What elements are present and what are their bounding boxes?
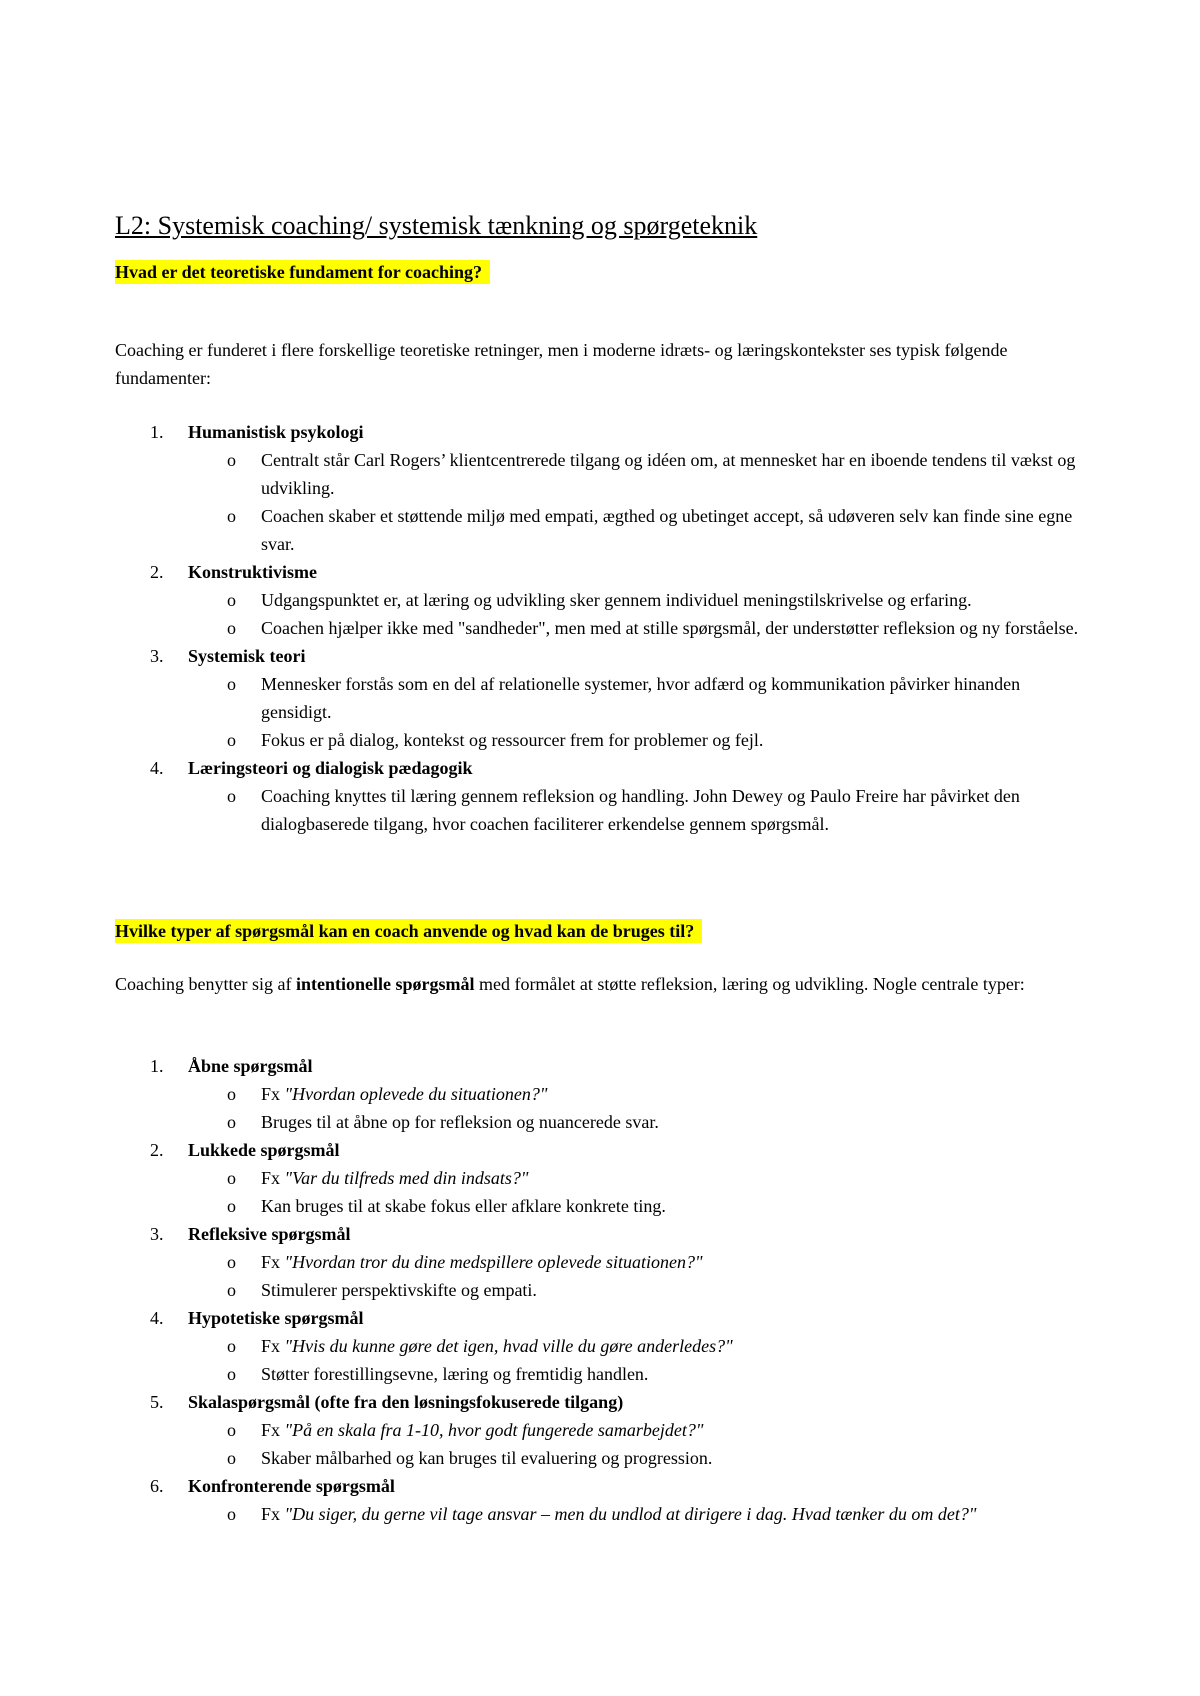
bullet-marker: o (227, 1448, 236, 1468)
section-heading-fundament (115, 258, 490, 286)
sub-item-text: Centralt står Carl Rogers’ klientcentrerede tilgang og idéen om, at mennesket har en iboende tendens til vækst og udvikling. (261, 450, 1076, 498)
bullet-marker: o (227, 618, 236, 638)
sub-item-text: Kan bruges til at skabe fokus eller afklare konkrete ting. (261, 1196, 666, 1216)
list-item-title: Skalaspørgsmål (ofte fra den løsningsfokuserede tilgang) (188, 1392, 624, 1412)
page-title: L2: Systemisk coaching/ systemisk tænkning og spørgeteknik (115, 211, 758, 240)
list-item (115, 1136, 1095, 1220)
bullet-marker: o (227, 1504, 236, 1524)
intro-text: Coaching benytter sig af (115, 974, 296, 994)
bullet-marker: o (227, 1196, 236, 1216)
highlighted-heading-text: Hvilke typer af spørgsmål kan en coach anvende og hvad kan de bruges til? (115, 919, 702, 943)
list-item-title: Læringsteori og dialogisk pædagogik (188, 758, 473, 778)
example-item (115, 1332, 1095, 1360)
list-item (115, 754, 1095, 838)
section-intro-spoergsmaal (115, 970, 1095, 998)
bullet-marker: o (227, 1252, 236, 1272)
list-item (115, 1304, 1095, 1388)
bullet-marker: o (227, 1336, 236, 1356)
example-prefix: Fx (261, 1168, 285, 1188)
bullet-marker: o (227, 506, 236, 526)
example-prefix: Fx (261, 1336, 285, 1356)
bullet-marker: o (227, 590, 236, 610)
sub-item-text: Støtter forestillingsevne, læring og fremtidig handlen. (261, 1364, 649, 1384)
list-item (115, 642, 1095, 754)
sub-item (115, 726, 1095, 754)
list-number: 3. (150, 646, 164, 666)
bullet-marker: o (227, 1112, 236, 1132)
example-quote: "På en skala fra 1-10, hvor godt fungerede samarbejdet?" (284, 1420, 704, 1440)
list-item-title: Humanistisk psykologi (188, 422, 364, 442)
list-number: 4. (150, 758, 164, 778)
list-item-title: Hypotetiske spørgsmål (188, 1308, 364, 1328)
sub-item (115, 1276, 1095, 1304)
list-number: 6. (150, 1476, 164, 1496)
sub-item (115, 670, 1095, 726)
sub-item-text: Coachen hjælper ikke med "sandheder", men med at stille spørgsmål, der understøtter refleksion og ny forståelse. (261, 618, 1079, 638)
example-quote: "Hvordan tror du dine medspillere oplevede situationen?" (284, 1252, 703, 1272)
list-item (115, 418, 1095, 558)
sub-item-text: Skaber målbarhed og kan bruges til evaluering og progression. (261, 1448, 713, 1468)
example-prefix: Fx (261, 1420, 285, 1440)
list-number: 5. (150, 1392, 164, 1412)
example-quote: "Du siger, du gerne vil tage ansvar – men du undlod at dirigere i dag. Hvad tænker du om det?" (284, 1504, 977, 1524)
sub-item (115, 1108, 1095, 1136)
sub-item-text: Coachen skaber et støttende miljø med empati, ægthed og ubetinget accept, så udøveren selv kan finde sine egne svar. (261, 506, 1073, 554)
question-types-list (115, 1052, 1095, 1528)
intro-bold-text: intentionelle spørgsmål (295, 974, 475, 994)
list-item-title: Refleksive spørgsmål (188, 1224, 351, 1244)
bullet-marker: o (227, 1364, 236, 1384)
highlighted-heading-text: Hvad er det teoretiske fundament for coaching? (115, 260, 490, 284)
bullet-marker: o (227, 730, 236, 750)
list-item-title: Systemisk teori (188, 646, 306, 666)
bullet-marker: o (227, 674, 236, 694)
example-item (115, 1248, 1095, 1276)
sub-item (115, 782, 1095, 838)
sub-item (115, 1192, 1095, 1220)
sub-item (115, 1360, 1095, 1388)
bullet-marker: o (227, 786, 236, 806)
list-item-title: Konstruktivisme (188, 562, 318, 582)
list-item-title: Lukkede spørgsmål (188, 1140, 340, 1160)
bullet-marker: o (227, 1280, 236, 1300)
sub-item-text: Udgangspunktet er, at læring og udvikling sker gennem individuel meningstilskrivelse og erfaring. (261, 590, 972, 610)
list-number: 3. (150, 1224, 164, 1244)
example-quote: "Var du tilfreds med din indsats?" (284, 1168, 529, 1188)
example-item (115, 1416, 1095, 1444)
bullet-marker: o (227, 450, 236, 470)
bullet-marker: o (227, 1084, 236, 1104)
sub-item (115, 586, 1095, 614)
sub-item-text: Stimulerer perspektivskifte og empati. (261, 1280, 537, 1300)
list-number: 1. (150, 422, 164, 442)
bullet-marker: o (227, 1420, 236, 1440)
intro-text: med formålet at støtte refleksion, læring og udvikling. Nogle centrale typer: (474, 974, 1025, 994)
list-item (115, 1472, 1095, 1528)
list-item (115, 1220, 1095, 1304)
list-number: 2. (150, 1140, 164, 1160)
example-item (115, 1164, 1095, 1192)
sub-item (115, 1444, 1095, 1472)
fundament-list (115, 418, 1095, 838)
list-item-title: Åbne spørgsmål (188, 1056, 313, 1076)
list-item-title: Konfronterende spørgsmål (188, 1476, 395, 1496)
example-prefix: Fx (261, 1504, 285, 1524)
list-item (115, 558, 1095, 642)
section-intro-fundament: Coaching er funderet i flere forskellige teoretiske retninger, men i moderne idræts- og læringskontekster ses typisk følgende fundamenter: (115, 340, 1008, 388)
sub-item-text: Mennesker forstås som en del af relationelle systemer, hvor adfærd og kommunikation påvirker hinanden gensidigt. (261, 674, 1021, 722)
example-quote: "Hvordan oplevede du situationen?" (284, 1084, 548, 1104)
section-heading-spoergsmaal (115, 917, 702, 945)
sub-item-text: Fokus er på dialog, kontekst og ressourcer frem for problemer og fejl. (261, 730, 764, 750)
sub-item-text: Coaching knyttes til læring gennem refleksion og handling. John Dewey og Paulo Freire har påvirket den dialogbaserede tilgang, hvor coachen faciliterer erkendelse gennem spørgsmål. (261, 786, 1020, 834)
bullet-marker: o (227, 1168, 236, 1188)
sub-item (115, 446, 1095, 502)
list-number: 1. (150, 1056, 164, 1076)
example-item (115, 1080, 1095, 1108)
list-item (115, 1052, 1095, 1136)
example-item (115, 1500, 1095, 1528)
sub-item (115, 502, 1095, 558)
list-item (115, 1388, 1095, 1472)
list-number: 4. (150, 1308, 164, 1328)
list-number: 2. (150, 562, 164, 582)
example-prefix: Fx (261, 1252, 285, 1272)
sub-item-text: Bruges til at åbne op for refleksion og nuancerede svar. (261, 1112, 659, 1132)
example-quote: "Hvis du kunne gøre det igen, hvad ville du gøre anderledes?" (284, 1336, 733, 1356)
sub-item (115, 614, 1095, 642)
example-prefix: Fx (261, 1084, 285, 1104)
